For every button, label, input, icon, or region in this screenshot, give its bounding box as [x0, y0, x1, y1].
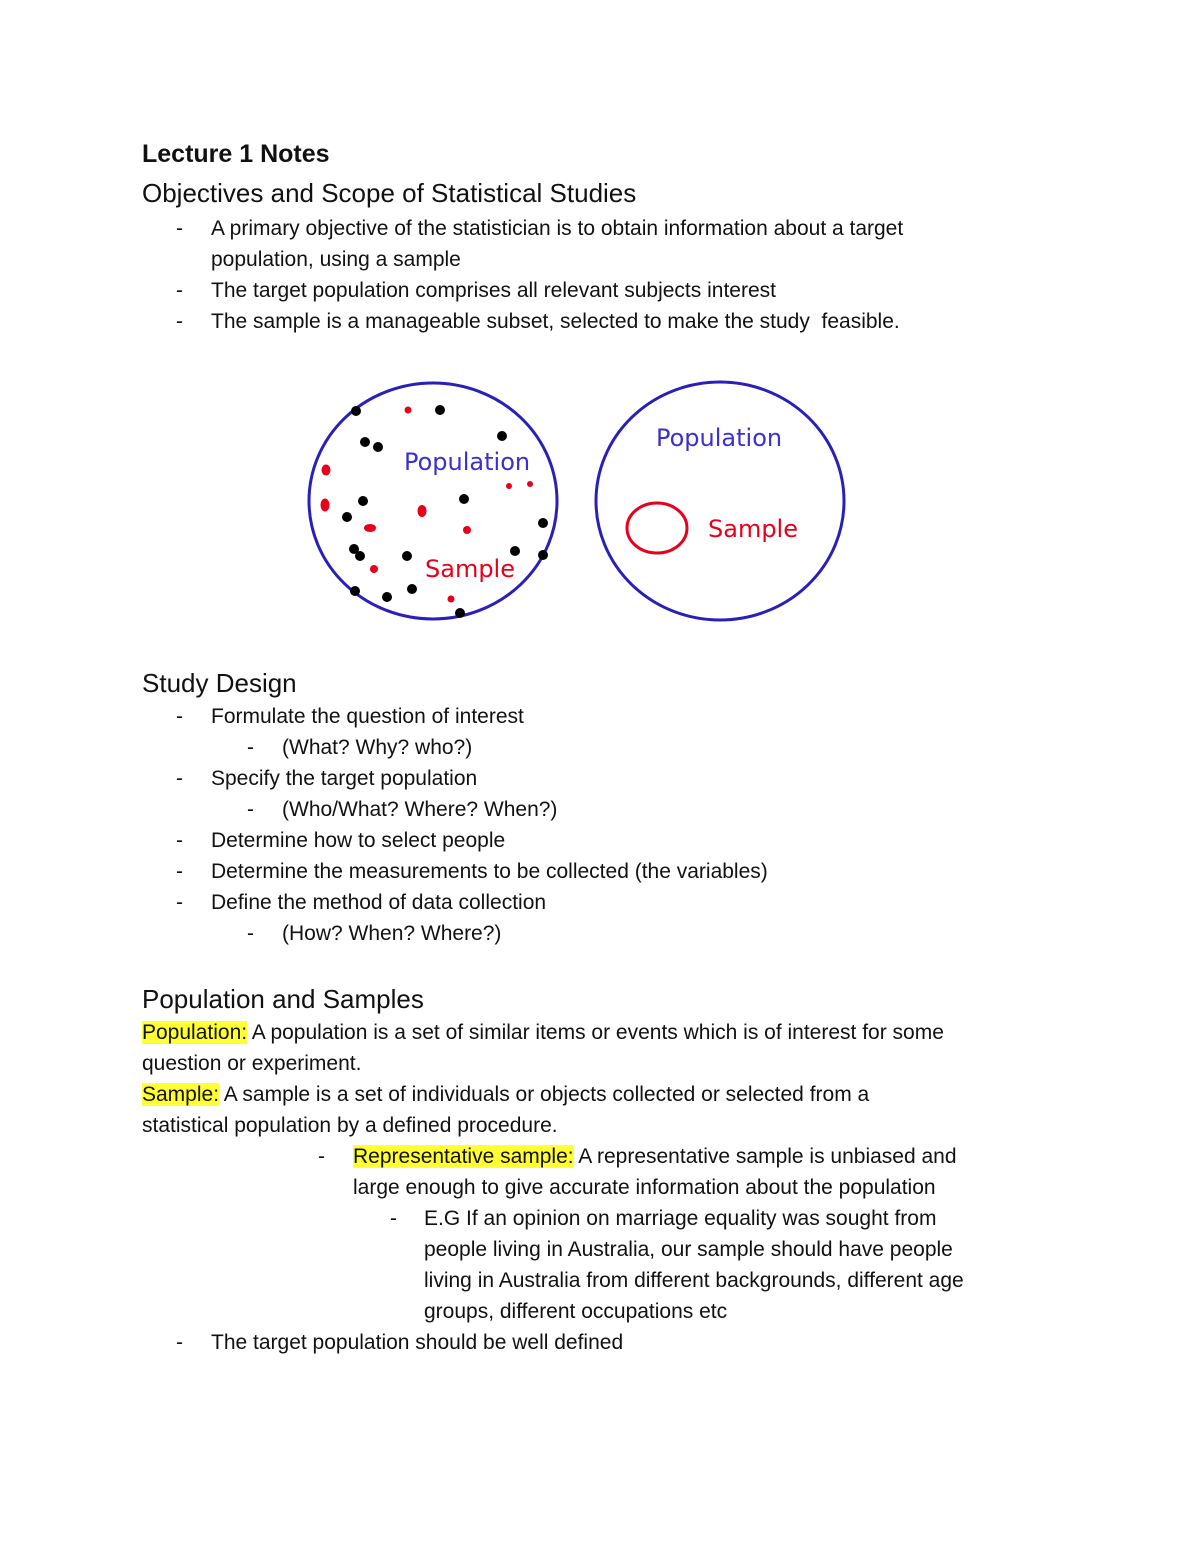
bullet-dash: - [318, 1145, 325, 1168]
bullet-dash: - [176, 279, 183, 302]
example-text: E.G If an opinion on marriage equality was sought from [424, 1207, 937, 1230]
section-heading-population-samples: Population and Samples [142, 984, 424, 1014]
population-def-text: A population is a set of similar items or events which is of interest for some [247, 1021, 944, 1044]
sub-bullet-text: (Who/What? Where? When?) [282, 798, 558, 821]
section-heading-objectives: Objectives and Scope of Statistical Studies [142, 178, 637, 208]
sample-term: Sample: [142, 1083, 220, 1106]
bullet-dash: - [176, 767, 183, 790]
sample-definition-continued: statistical population by a defined procedure. [142, 1114, 558, 1137]
right-population-label: Population [656, 424, 783, 452]
example-text-continued: people living in Australia, our sample should have people [424, 1238, 953, 1261]
bullet-dash: - [176, 891, 183, 914]
representative-sample-term: Representative sample: [353, 1145, 574, 1168]
bullet-text: Formulate the question of interest [211, 705, 524, 728]
sub-bullet-dash: - [390, 1207, 397, 1230]
bullet-dash: - [176, 829, 183, 852]
page-title: Lecture 1 Notes [142, 140, 330, 168]
representative-sample-def-text: A representative sample is unbiased and [573, 1145, 957, 1168]
right-sample-label: Sample [708, 515, 798, 543]
bullet-text: Specify the target population [211, 767, 478, 790]
sub-bullet-text: (What? Why? who?) [282, 736, 473, 759]
bullet-text: Define the method of data collection [211, 891, 547, 914]
population-definition-continued: question or experiment. [142, 1052, 362, 1075]
example-text-continued: living in Australia from different backgrounds, different age [424, 1269, 964, 1292]
representative-sample-def-continued: large enough to give accurate information about the population [353, 1176, 936, 1199]
sub-bullet-dash: - [247, 798, 254, 821]
bullet-dash: - [176, 217, 183, 240]
sample-def-text: A sample is a set of individuals or objects collected or selected from a [219, 1083, 870, 1106]
population-definition [142, 1017, 944, 1048]
bullet-dash: - [176, 1331, 183, 1354]
bullet-text: The sample is a manageable subset, selected to make the study feasible. [211, 310, 900, 333]
sample-definition [142, 1079, 869, 1110]
left-population-label: Population [404, 448, 531, 476]
bullet-text: The target population comprises all relevant subjects interest [211, 279, 776, 302]
bullet-dash: - [176, 860, 183, 883]
bullet-dash: - [176, 705, 183, 728]
representative-sample-definition [353, 1141, 957, 1172]
sub-bullet-text: (How? When? Where?) [282, 922, 502, 945]
right-sample-circle [627, 503, 687, 553]
example-text-continued: groups, different occupations etc [424, 1300, 728, 1323]
left-sample-label: Sample [425, 555, 515, 583]
bullet-text: A primary objective of the statistician is to obtain information about a target [211, 217, 904, 240]
bullet-text: The target population should be well defined [211, 1331, 624, 1354]
sub-bullet-dash: - [247, 736, 254, 759]
population-term: Population: [142, 1021, 248, 1044]
section-heading-study-design: Study Design [142, 668, 297, 698]
bullet-text: Determine the measurements to be collected (the variables) [211, 860, 768, 883]
left-population-circle [309, 383, 557, 619]
bullet-text-continued: population, using a sample [211, 248, 461, 271]
bullet-dash: - [176, 310, 183, 333]
right-population-circle [596, 382, 844, 620]
sub-bullet-dash: - [247, 922, 254, 945]
bullet-text: Determine how to select people [211, 829, 506, 852]
population-sample-diagram [300, 375, 860, 635]
